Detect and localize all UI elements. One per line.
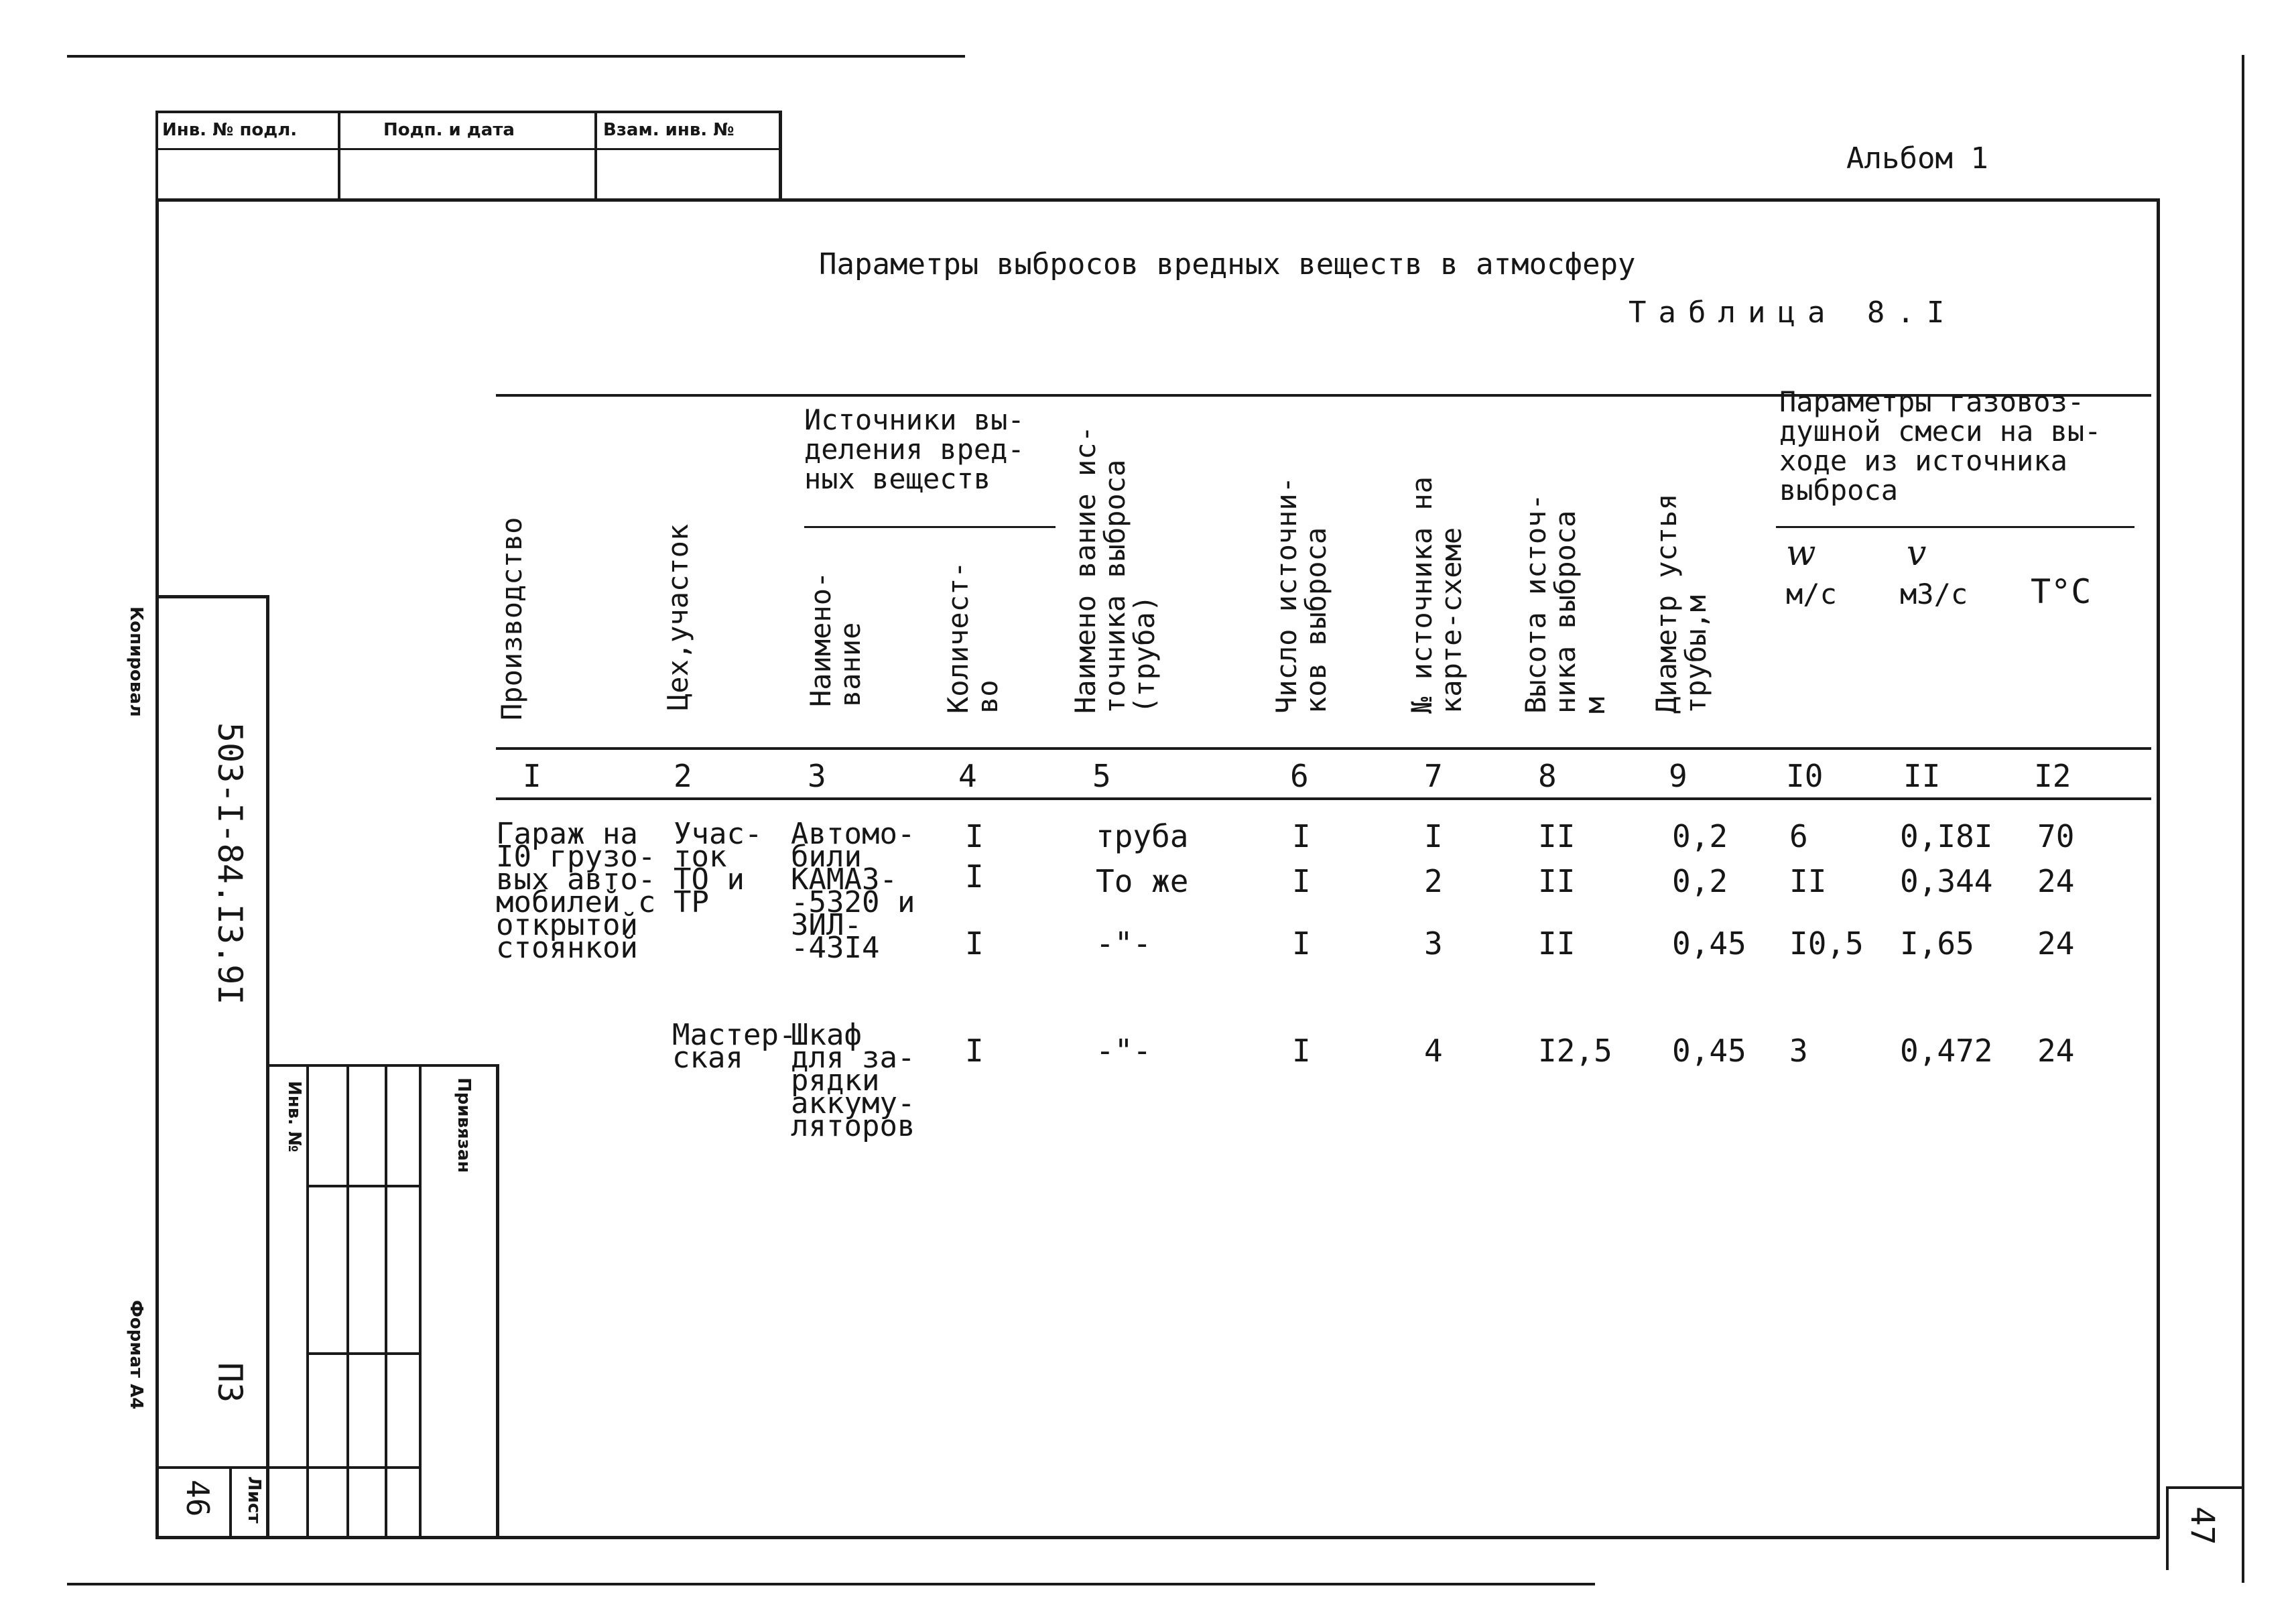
count-cell: I: [1292, 818, 1311, 854]
header-source-count: Число источни- ков выброса: [1270, 476, 1332, 714]
height-cell: I2,5: [1538, 1033, 1612, 1069]
header-production: Производство: [495, 517, 528, 720]
stamp-podp-data: Подп. и дата: [383, 120, 515, 140]
temperature-cell: 24: [2037, 1033, 2075, 1069]
inv-no-label: Инв. №: [284, 1081, 304, 1153]
qty-cell: I: [965, 925, 984, 962]
header-bottom-rule: [496, 747, 2151, 750]
header-volume-unit: м3/с: [1900, 578, 1968, 610]
header-emission-source-name: Наимено вание ис- точника выброса (труба): [1069, 426, 1161, 714]
header-sources-group: Источники вы- деления вред- ных веществ: [804, 403, 1025, 495]
height-cell: II: [1538, 818, 1576, 854]
header-diameter: Диаметр устья трубы,м: [1650, 493, 1712, 714]
emission-name-cell: То же: [1096, 863, 1189, 899]
diameter-cell: 0,45: [1672, 1033, 1746, 1069]
bottom-rule: [67, 1583, 1595, 1585]
header-height: Высота источ- ника выброса м: [1519, 493, 1611, 714]
count-cell: I: [1292, 1033, 1311, 1069]
col-number: 8: [1538, 758, 1557, 794]
volume-cell: 0,I8I: [1900, 818, 1993, 854]
col-number: I: [523, 758, 541, 794]
qty-cell: I: [965, 818, 984, 854]
album-label: Альбом 1: [1846, 141, 1988, 176]
header-source-qty: Количест- во: [942, 561, 1004, 714]
workshop-cell: Учас- ток ТО и ТР: [674, 817, 763, 919]
col-number: 9: [1669, 758, 1687, 794]
header-workshop: Цех,участок: [661, 523, 694, 710]
sheet-number: 46: [180, 1480, 216, 1517]
col-number: 6: [1290, 758, 1309, 794]
stamp-vzam-inv: Взам. инв. №: [603, 120, 735, 140]
side-stamp: [155, 595, 501, 1539]
source-name-cell: Шкаф для за- рядки аккуму- ляторов: [791, 1018, 915, 1143]
map-no-cell: 4: [1424, 1033, 1443, 1069]
diameter-cell: 0,2: [1672, 863, 1728, 899]
col-number: 4: [958, 758, 977, 794]
kopiroval-label: Копировал: [126, 606, 146, 717]
stamp-inv-podl: Инв. № подл.: [162, 120, 298, 140]
right-edge-rule: [2242, 55, 2244, 1583]
format-label: Формат А4: [126, 1300, 146, 1410]
emission-name-cell: -"-: [1096, 1033, 1152, 1069]
table-label: Таблица 8.I: [1629, 296, 1957, 330]
emission-name-cell: -"-: [1096, 925, 1152, 962]
col-number: 3: [808, 758, 826, 794]
volume-cell: 0,472: [1900, 1033, 1993, 1069]
header-velocity-unit: м/с: [1786, 578, 1837, 610]
volume-cell: 0,344: [1900, 863, 1993, 899]
count-cell: I: [1292, 925, 1311, 962]
height-cell: II: [1538, 863, 1576, 899]
col-number: I2: [2034, 758, 2071, 794]
production-cell: Гараж на I0 грузо- вых авто- мобилей с открытой стоянкой: [496, 817, 656, 965]
emission-name-cell: труба: [1096, 818, 1189, 854]
stamp-block: [155, 111, 782, 201]
temperature-cell: 24: [2037, 863, 2075, 899]
frame-right: [2157, 198, 2160, 1539]
col-number: I0: [1786, 758, 1824, 794]
col-number: II: [1903, 758, 1941, 794]
temperature-cell: 24: [2037, 925, 2075, 962]
diameter-cell: 0,2: [1672, 818, 1728, 854]
doc-code-p3: ПЗ: [210, 1362, 249, 1403]
map-no-cell: 3: [1424, 925, 1443, 962]
page-number-box: [2166, 1486, 2243, 1570]
header-temperature: Т°С: [2031, 572, 2092, 611]
header-volume-symbol: v: [1907, 533, 1927, 574]
col-number: 5: [1092, 758, 1111, 794]
velocity-cell: 6: [1789, 818, 1808, 854]
height-cell: II: [1538, 925, 1576, 962]
params-group-rule: [1776, 526, 2134, 528]
frame-top: [155, 198, 2159, 202]
doc-code: 503-I-84.I3.9I: [210, 722, 249, 1005]
sources-group-rule: [804, 526, 1056, 528]
top-rule: [67, 55, 965, 58]
col-number: 2: [674, 758, 692, 794]
qty-cell: I: [965, 858, 984, 895]
page-title: Параметры выбросов вредных веществ в атмосферу: [819, 247, 1636, 281]
header-params-group: Параметры газовоз- душной смеси на вы- ходе из источника выброса: [1779, 385, 2102, 507]
qty-cell: I: [965, 1033, 984, 1069]
page-number: 47: [2183, 1506, 2221, 1545]
header-velocity-symbol: w: [1786, 533, 1816, 574]
map-no-cell: 2: [1424, 863, 1443, 899]
col-number: 7: [1424, 758, 1443, 794]
diameter-cell: 0,45: [1672, 925, 1746, 962]
header-source-map-no: № источника на карте-схеме: [1405, 476, 1468, 714]
velocity-cell: 3: [1789, 1033, 1808, 1069]
temperature-cell: 70: [2037, 818, 2075, 854]
col-numbers-rule: [496, 797, 2151, 800]
source-name-cell: Автомо- били КАМАЗ- -5320 и ЗИЛ- -43I4: [791, 817, 915, 965]
volume-cell: I,65: [1900, 925, 1974, 962]
list-label: Лист: [244, 1476, 264, 1524]
map-no-cell: I: [1424, 818, 1443, 854]
privyazan-label: Привязан: [454, 1078, 474, 1173]
workshop-cell: Мастер- ская: [672, 1018, 797, 1075]
header-source-name: Наимено- вание: [804, 571, 867, 707]
velocity-cell: I0,5: [1789, 925, 1864, 962]
velocity-cell: II: [1789, 863, 1827, 899]
count-cell: I: [1292, 863, 1311, 899]
